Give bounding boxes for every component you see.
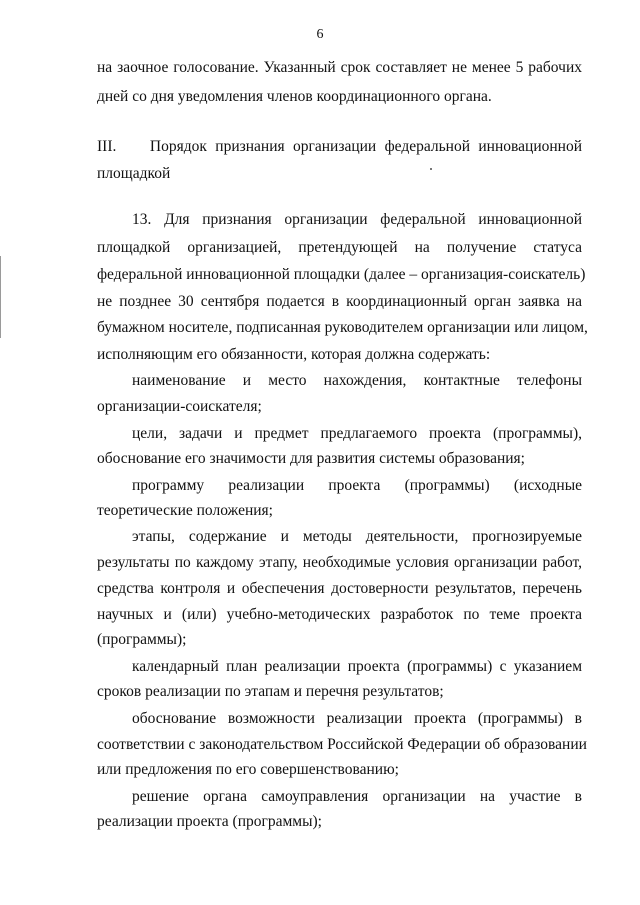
page-number: 6 <box>316 27 324 42</box>
section-heading-cont: площадкой <box>97 165 171 182</box>
text-line: на заочное голосование. Указанный срок составляет не менее 5 рабочих <box>97 59 582 76</box>
text-line: научных и (или) учебно-методических разработок по теме проекта <box>97 606 582 623</box>
text-line: или предложения по его совершенствованию; <box>97 761 399 778</box>
text-line: программу реализации проекта (программы) (исходные <box>132 477 582 494</box>
text-line: теоретические положения; <box>97 502 273 519</box>
text-line: площадкой организацией, претендующей на получение статуса <box>97 239 582 256</box>
text-line: исполняющим его обязанности, которая должна содержать: <box>97 346 491 363</box>
text-line: средства контроля и обеспечения достоверности результатов, перечень <box>97 580 582 597</box>
scan-margin-line <box>0 256 1 338</box>
text-line: не позднее 30 сентября подается в координационный орган заявка на <box>97 293 582 310</box>
scan-speck <box>430 168 432 170</box>
text-line: результаты по каждому этапу, необходимые условия организации работ, <box>97 554 582 571</box>
text-line: бумажном носителе, подписанная руководителем организации или лицом, <box>97 319 588 336</box>
text-line: реализации проекта (программы); <box>97 813 322 830</box>
text-line: федеральной инновационной площадки (далее – организация-соискатель) <box>97 266 586 283</box>
text-line: (программы); <box>97 631 187 648</box>
text-line: наименование и место нахождения, контактные телефоны <box>132 372 582 389</box>
text-line: дней со дня уведомления членов координационного органа. <box>97 88 492 105</box>
text-line: этапы, содержание и методы деятельности, прогнозируемые <box>132 528 582 545</box>
text-line: 13. Для признания организации федеральной инновационной <box>132 211 582 228</box>
text-line: организации-соискателя; <box>97 398 262 415</box>
text-line: сроков реализации по этапам и перечня результатов; <box>97 683 444 700</box>
text-line: календарный план реализации проекта (программы) с указанием <box>132 658 582 675</box>
text-line: обоснование его значимости для развития системы образования; <box>97 450 525 467</box>
text-line: обоснование возможности реализации проекта (программы) в <box>132 710 582 727</box>
text-line: цели, задачи и предмет предлагаемого проекта (программы), <box>132 425 582 442</box>
text-line: решение органа самоуправления организации на участие в <box>132 788 582 805</box>
text-line: соответствии с законодательством Российской Федерации об образовании <box>97 736 587 753</box>
section-heading: III. Порядок признания организации федеральной инновационной <box>97 138 582 155</box>
